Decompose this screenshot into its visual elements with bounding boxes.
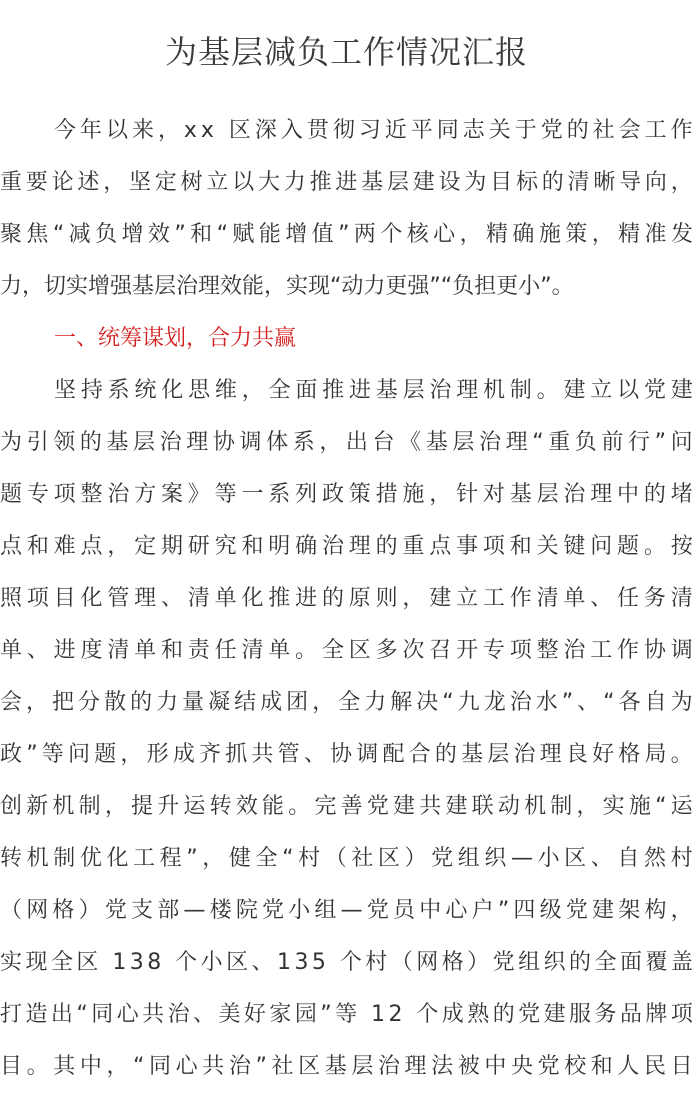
body-line: （ 网 格 ） 党 支 部 — 楼 院 党 小 组 — 党 员 中 心 户 ” 四 级 党 建 架 构 ， <box>0 898 693 923</box>
section-heading: 一、统筹谋划，合力共赢 <box>54 326 297 351</box>
body-line: 今 年 以 来 ， x x 区 深 入 贯 彻 习 近 平 同 志 关 于 党 的 社 会 工 作 <box>54 118 693 143</box>
body-line: 坚 持 系 统 化 思 维 ， 全 面 推 进 基 层 治 理 机 制 。 建 立 以 党 建 <box>54 378 693 403</box>
body-line: 重 要 论 述 ， 坚 定 树 立 以 大 力 推 进 基 层 建 设 为 目 标 的 清 晰 导 向 ， <box>0 170 693 195</box>
body-line: 转 机 制 优 化 工 程 ” ， 健 全 “ 村 （ 社 区 ） 党 组 织 — 小 区 、 自 然 村 <box>0 846 693 871</box>
document-title: 为基层减负工作情况汇报 <box>164 33 528 71</box>
body-line: 为 引 领 的 基 层 治 理 协 调 体 系 ， 出 台 《 基 层 治 理 “ 重 负 前 行 ” 问 <box>0 430 693 455</box>
body-line: 聚 焦 “ 减 负 增 效 ” 和 “ 赋 能 增 值 ” 两 个 核 心 ， 精 确 施 策 ， 精 准 发 <box>0 222 693 247</box>
body-line: 照 项 目 化 管 理 、 清 单 化 推 进 的 原 则 ， 建 立 工 作 清 单 、 任 务 清 <box>0 586 693 611</box>
body-line: 打 造 出 “ 同 心 共 治 、 美 好 家 园 ” 等 1 2 个 成 熟 的 党 建 服 务 品 牌 项 <box>0 1002 693 1027</box>
body-line: 题 专 项 整 治 方 案 》 等 一 系 列 政 策 措 施 ， 针 对 基 层 治 理 中 的 堵 <box>0 482 693 507</box>
body-line: 点 和 难 点 ， 定 期 研 究 和 明 确 治 理 的 重 点 事 项 和 关 键 问 题 。 按 <box>0 534 693 559</box>
body-line: 创 新 机 制 ， 提 升 运 转 效 能 。 完 善 党 建 共 建 联 动 机 制 ， 实 施 “ 运 <box>0 794 693 819</box>
body-line: 实 现 全 区 1 3 8 个 小 区 、 1 3 5 个 村 （ 网 格 ） 党 组 织 的 全 面 覆 盖 <box>0 950 693 975</box>
body-line: 目 。 其 中 ， “ 同 心 共 治 ” 社 区 基 层 治 理 法 被 中 央 党 校 和 人 民 日 <box>0 1054 693 1079</box>
body-line: 单 、 进 度 清 单 和 责 任 清 单 。 全 区 多 次 召 开 专 项 整 治 工 作 协 调 <box>0 638 693 663</box>
body-line: 会 ， 把 分 散 的 力 量 凝 结 成 团 ， 全 力 解 决 “ 九 龙 治 水 ” 、 “ 各 自 为 <box>0 690 693 715</box>
body-line: 政 ” 等 问 题 ， 形 成 齐 抓 共 管 、 协 调 配 合 的 基 层 治 理 良 好 格 局 。 <box>0 742 693 767</box>
body-line: 力，切实增强基层治理效能，实现“动力更强”“负担更小”。 <box>0 274 574 299</box>
